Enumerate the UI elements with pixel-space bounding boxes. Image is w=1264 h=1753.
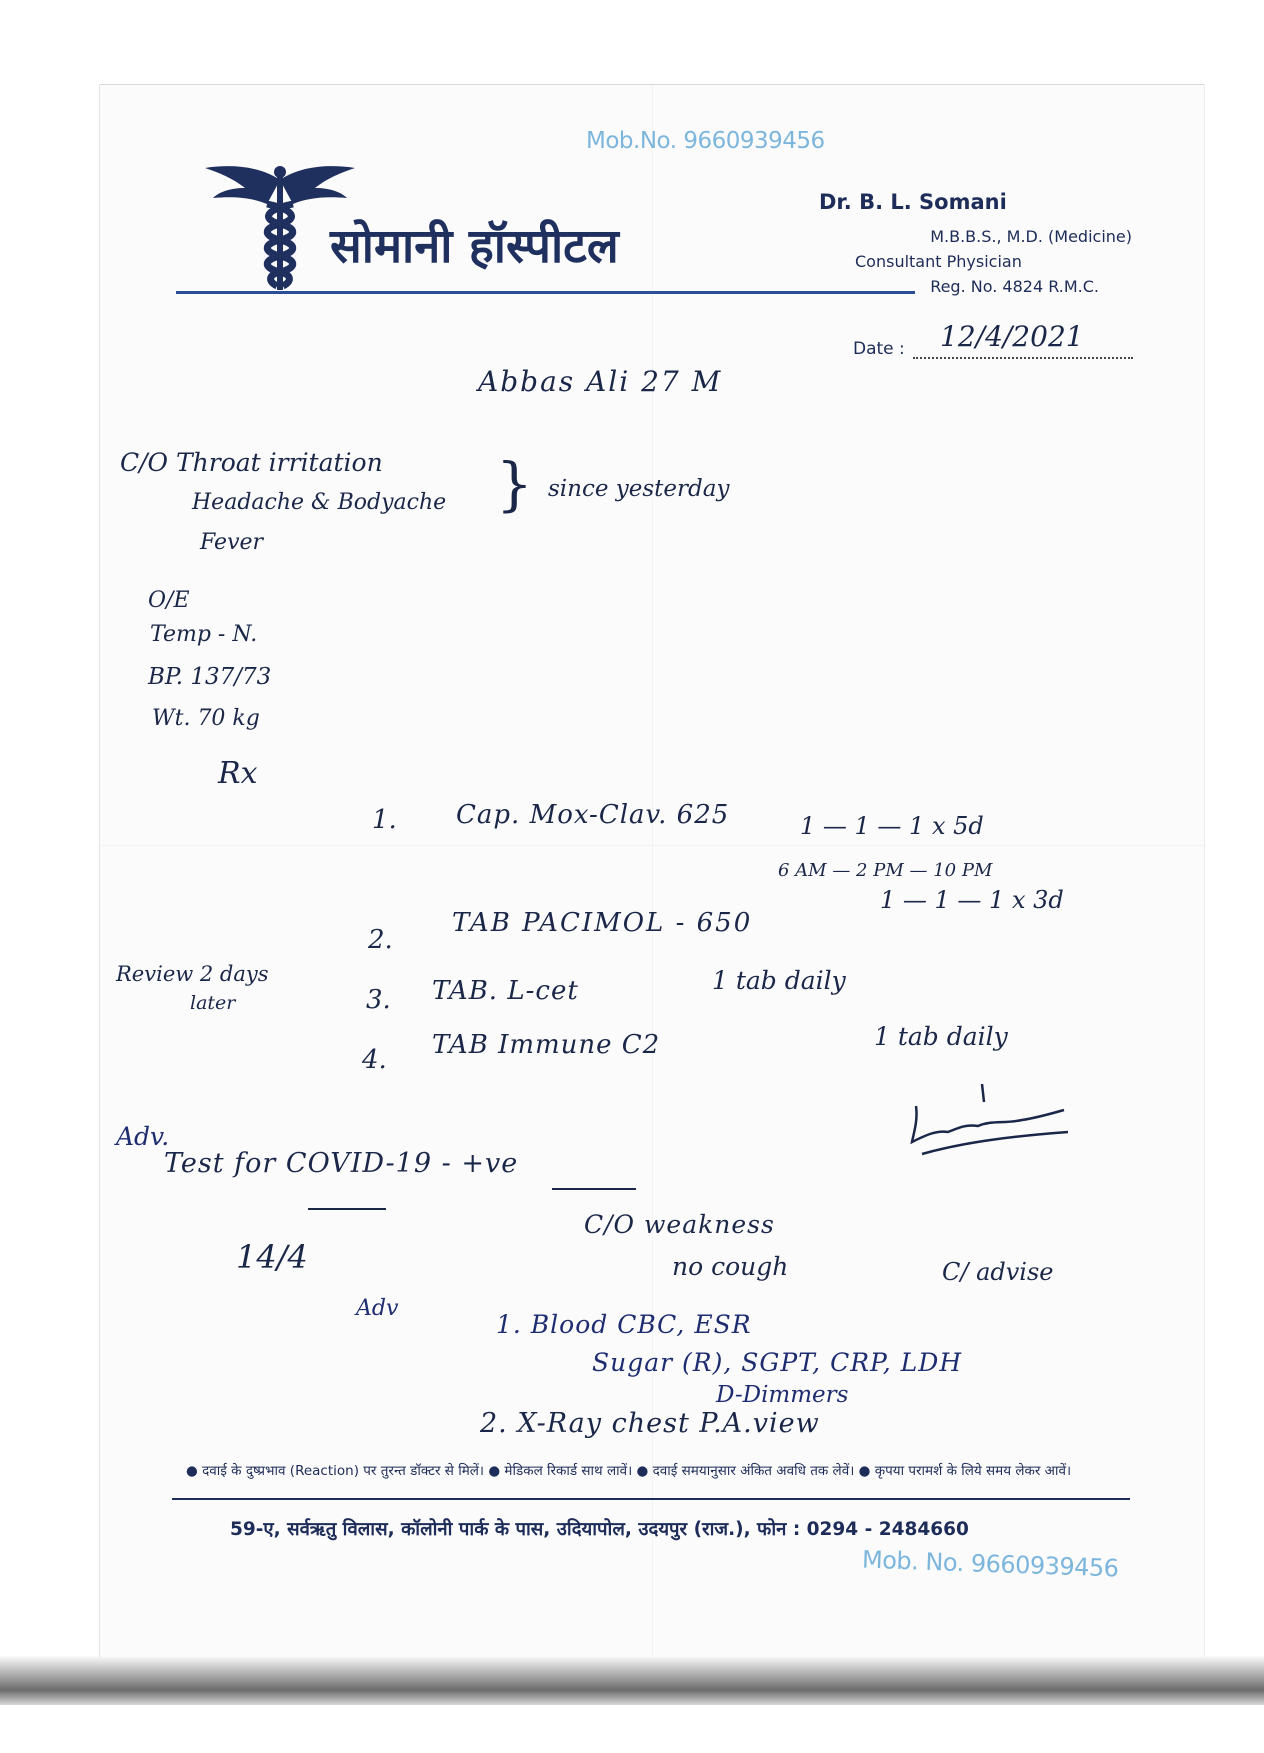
mobile-stamp-bottom: Mob. No. 9660939456 — [861, 1545, 1119, 1583]
medicine-number: 4. — [362, 1045, 387, 1075]
medicine-item: TAB Immune C2 — [432, 1030, 661, 1060]
exam-line: Wt. 70 kg — [152, 706, 260, 731]
exam-line: O/E — [148, 588, 190, 613]
doctor-registration: Reg. No. 4824 R.M.C. — [930, 277, 1099, 296]
medicine-number: 2. — [368, 925, 393, 955]
review-note: Review 2 days — [116, 962, 269, 986]
medicine-dose: 1 — 1 — 1 x 3d — [880, 886, 1064, 914]
medicine-timing: 6 AM — 2 PM — 10 PM — [778, 860, 993, 881]
followup-complaint: no cough — [672, 1252, 789, 1281]
complaint-line: Headache & Bodyache — [192, 490, 447, 515]
signature-mark — [904, 1080, 1074, 1170]
header-divider — [176, 291, 915, 294]
complaint-duration: since yesterday — [548, 476, 730, 502]
advice-underline — [308, 1208, 386, 1210]
medicine-dose: 1 tab daily — [874, 1022, 1008, 1051]
exam-line: Temp - N. — [150, 622, 258, 647]
scan-shadow — [0, 1655, 1264, 1705]
footer-divider — [172, 1498, 1130, 1500]
complaint-line: Fever — [200, 530, 264, 555]
doctor-degrees: M.B.B.S., M.D. (Medicine) — [930, 227, 1132, 246]
medicine-dose: 1 tab daily — [712, 966, 846, 995]
doctor-name: Dr. B. L. Somani — [819, 190, 1007, 214]
patient-name: Abbas Ali 27 M — [478, 365, 723, 398]
medicine-number: 1. — [372, 805, 397, 835]
date-label: Date : — [853, 339, 905, 359]
advice-underline — [552, 1188, 636, 1190]
review-note: later — [190, 992, 236, 1014]
investigation-line: Sugar (R), SGPT, CRP, LDH — [592, 1348, 963, 1377]
followup-date: 14/4 — [236, 1238, 308, 1276]
investigation-label: Adv — [356, 1296, 399, 1321]
rx-symbol: Rx — [218, 756, 258, 791]
doctor-info — [812, 190, 1132, 299]
investigation-line: 2. X-Ray chest P.A.view — [480, 1408, 820, 1439]
complaint-brace: } — [496, 450, 533, 518]
doctor-designation: Consultant Physician — [855, 252, 1022, 271]
followup-note: C/ advise — [942, 1258, 1054, 1286]
advice-text: Test for COVID-19 - +ve — [164, 1148, 519, 1179]
medicine-number: 3. — [366, 985, 391, 1015]
date-dotted-line — [913, 357, 1133, 359]
footer-instructions: ● दवाई के दुष्प्रभाव (Reaction) पर तुरन्त डॉक्टर से मिलें। ● मेडिकल रिकार्ड साथ लावें। ● दवाई समयानुसार अंकित अवधि तक लेवें। ● कृपया परामर्श के लिये समय लेकर आवें। — [186, 1463, 1072, 1479]
medicine-dose: 1 — 1 — 1 x 5d — [800, 812, 984, 840]
advice-label: Adv. — [116, 1122, 170, 1151]
followup-complaint: C/O weakness — [584, 1210, 775, 1239]
investigation-line: 1. Blood CBC, ESR — [496, 1310, 752, 1339]
exam-line: BP. 137/73 — [148, 664, 272, 690]
mobile-stamp-top: Mob.No. 9660939456 — [586, 128, 825, 154]
medicine-item: Cap. Mox-Clav. 625 — [456, 800, 730, 830]
medicine-item: TAB PACIMOL - 650 — [452, 908, 753, 938]
complaint-line: C/O Throat irritation — [120, 448, 383, 477]
date-value: 12/4/2021 — [940, 320, 1084, 353]
medicine-item: TAB. L-cet — [432, 976, 579, 1006]
investigation-line: D-Dimmers — [716, 1382, 849, 1408]
footer-address: 59-ए, सर्वऋतु विलास, कॉलोनी पार्क के पास, उदियापोल, उदयपुर (राज.), फोन : 0294 - 2484660 — [230, 1519, 969, 1540]
hospital-name: सोमानी हॉस्पीटल — [330, 219, 619, 274]
